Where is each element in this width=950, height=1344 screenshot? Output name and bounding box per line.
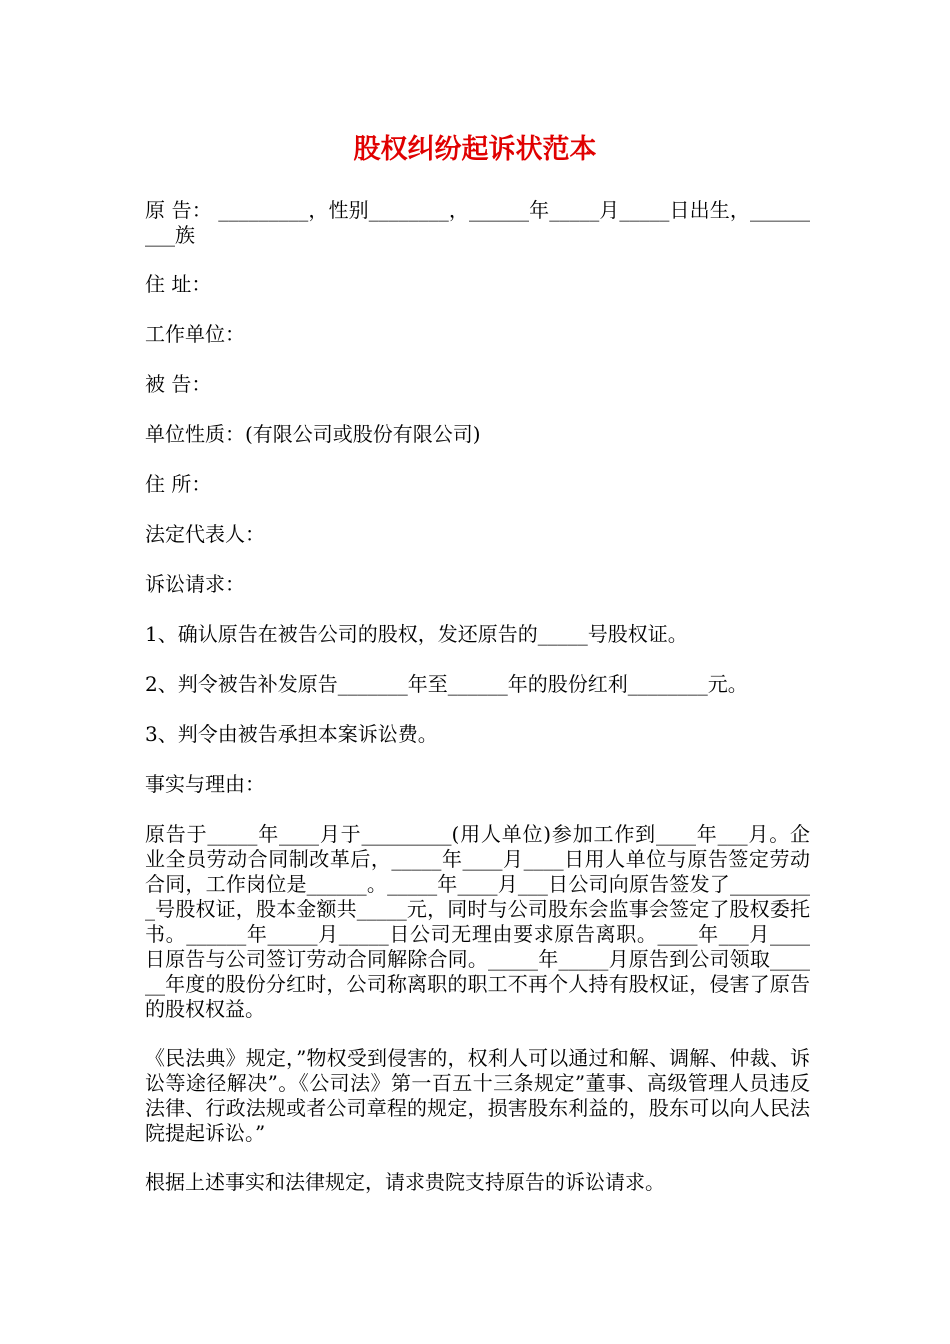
facts-heading: 事实与理由： bbox=[145, 772, 265, 796]
conclusion-paragraph: 根据上述事实和法律规定，请求贵院支持原告的诉讼请求。 bbox=[145, 1170, 665, 1194]
facts-paragraph: 原告于_____年____月于_________(用人单位)参加工作到____年___月。企业全员劳动合同制改革后，_____年____月____日用人单位与原告签定劳动合同，工作岗位是______。_____年____月___日公司向原告签发了_________号股权证，股本金额共_____元，同时与公司股东会监事会签定了股权委托书。______年_____月_____日公司无理由要求原告离职。____年___月____日原告与公司签订劳动合同解除合同。_____年_____月原告到公司领取______年度的股份分红时，公司称离职的职工不再个人持有股权证，侵害了原告的股权权益。 bbox=[145, 822, 810, 1021]
claims-heading: 诉讼请求： bbox=[145, 572, 245, 596]
plaintiff-employer: 工作单位： bbox=[145, 322, 245, 346]
document-title: 股权纠纷起诉状范本 bbox=[353, 134, 597, 165]
claim-2: 2、判令被告补发原告_______年至______年的股份红利________元。 bbox=[145, 672, 748, 696]
document-body bbox=[145, 198, 810, 1219]
defendant-type: 单位性质：(有限公司或股份有限公司) bbox=[145, 422, 481, 446]
legal-representative: 法定代表人： bbox=[145, 522, 265, 546]
defendant-residence: 住 所： bbox=[145, 472, 212, 496]
plaintiff-info: 原 告： _________，性别________，______年_____月_____日出生，_________族 bbox=[145, 198, 810, 247]
defendant: 被 告： bbox=[145, 372, 212, 396]
claim-3: 3、判令由被告承担本案诉讼费。 bbox=[145, 722, 438, 746]
claim-1: 1、确认原告在被告公司的股权，发还原告的_____号股权证。 bbox=[145, 622, 688, 646]
legal-basis-paragraph: 《民法典》规定，”物权受到侵害的，权利人可以通过和解、调解、仲裁、诉讼等途径解决”。《公司法》第一百五十三条规定”董事、高级管理人员违反法律、行政法规或者公司章程的规定，损害股东利益的，股东可以向人民法院提起诉讼。” bbox=[145, 1046, 810, 1145]
plaintiff-address: 住 址： bbox=[145, 272, 212, 296]
